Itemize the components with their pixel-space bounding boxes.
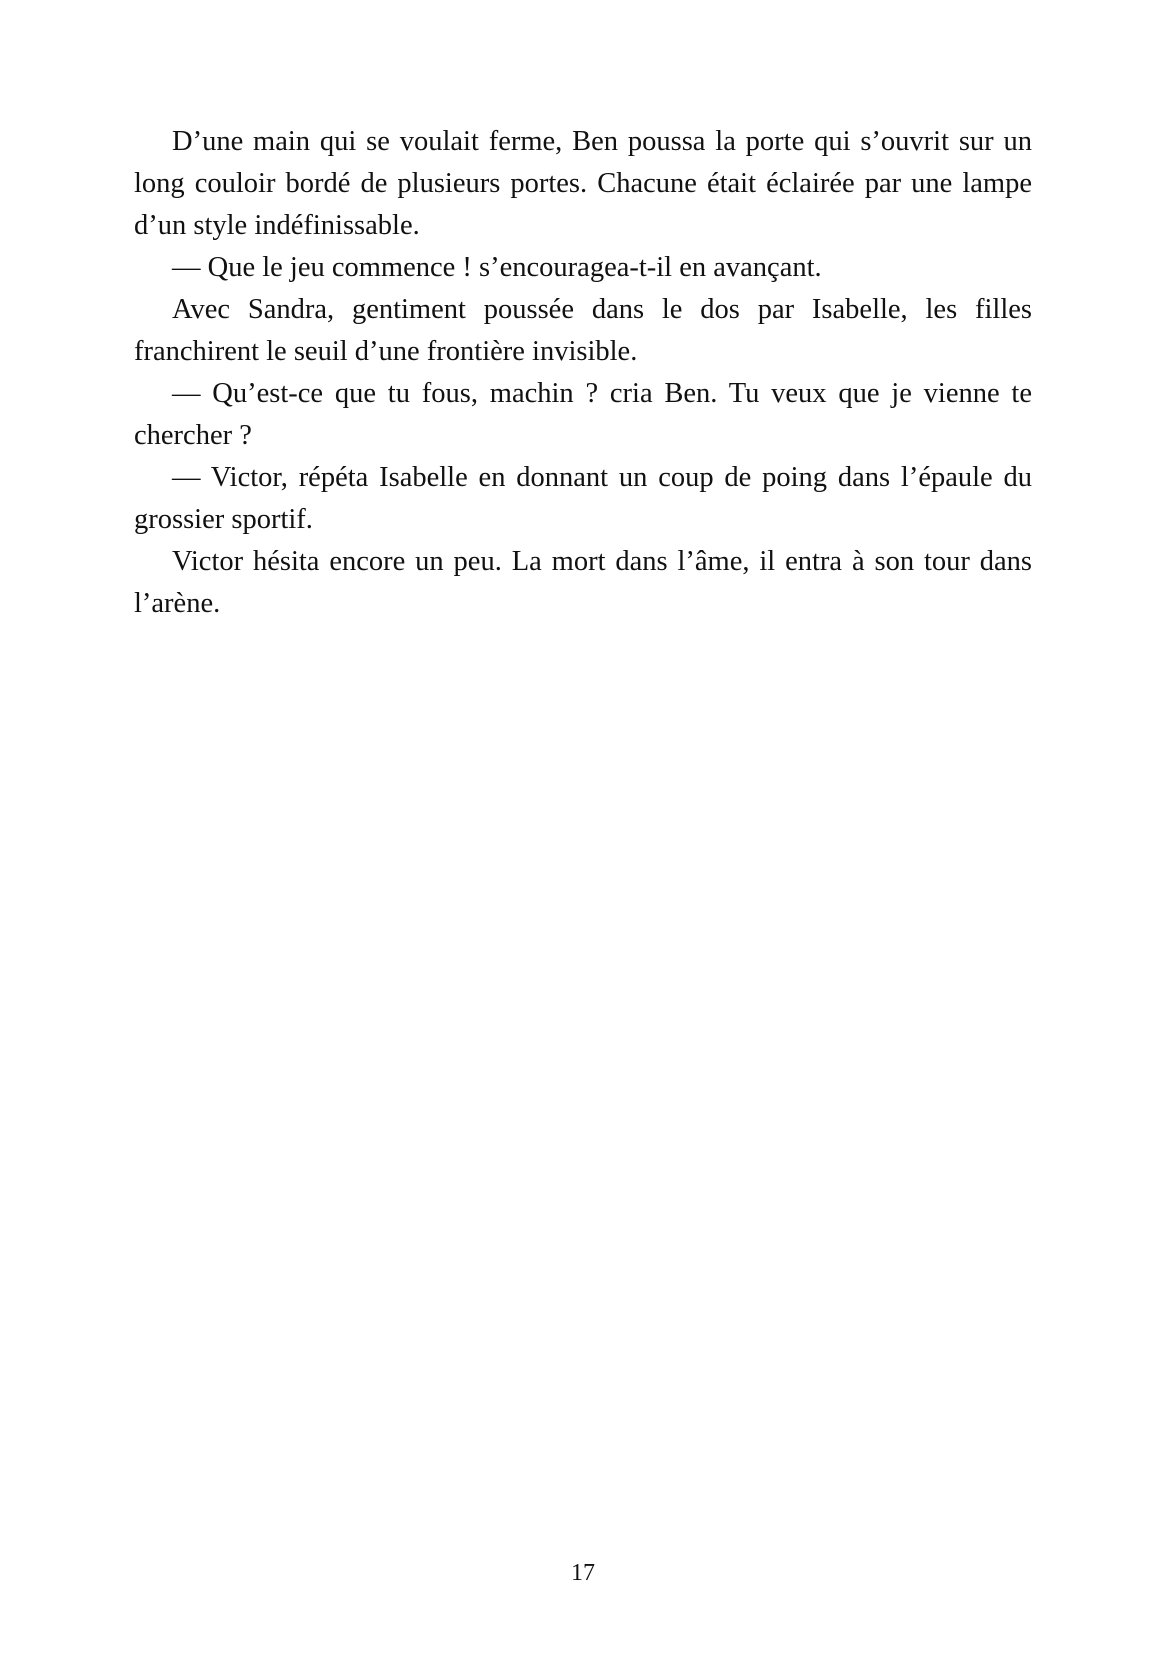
paragraph: Victor hésita encore un peu. La mort dans l’âme, il entra à son tour dans l’arène. [134,546,1032,619]
page-number: 17 [571,1560,595,1586]
body-text [134,121,1032,625]
paragraph: Avec Sandra, gentiment poussée dans le dos par Isabelle, les filles franchirent le seuil d’une frontière invisible. [134,294,1032,367]
dialogue-line: — Que le jeu commence ! s’encouragea-t-il en avançant. [172,252,822,283]
dialogue-line: — Victor, répéta Isabelle en donnant un coup de poing dans l’épaule du grossier sportif. [134,462,1032,535]
paragraph: D’une main qui se voulait ferme, Ben poussa la porte qui s’ouvrit sur un long couloir bordé de plusieurs portes. Chacune était éclairée par une lampe d’un style indéfinissable. [134,126,1032,241]
dialogue-line: — Qu’est-ce que tu fous, machin ? cria Ben. Tu veux que je vienne te chercher ? [134,378,1032,451]
